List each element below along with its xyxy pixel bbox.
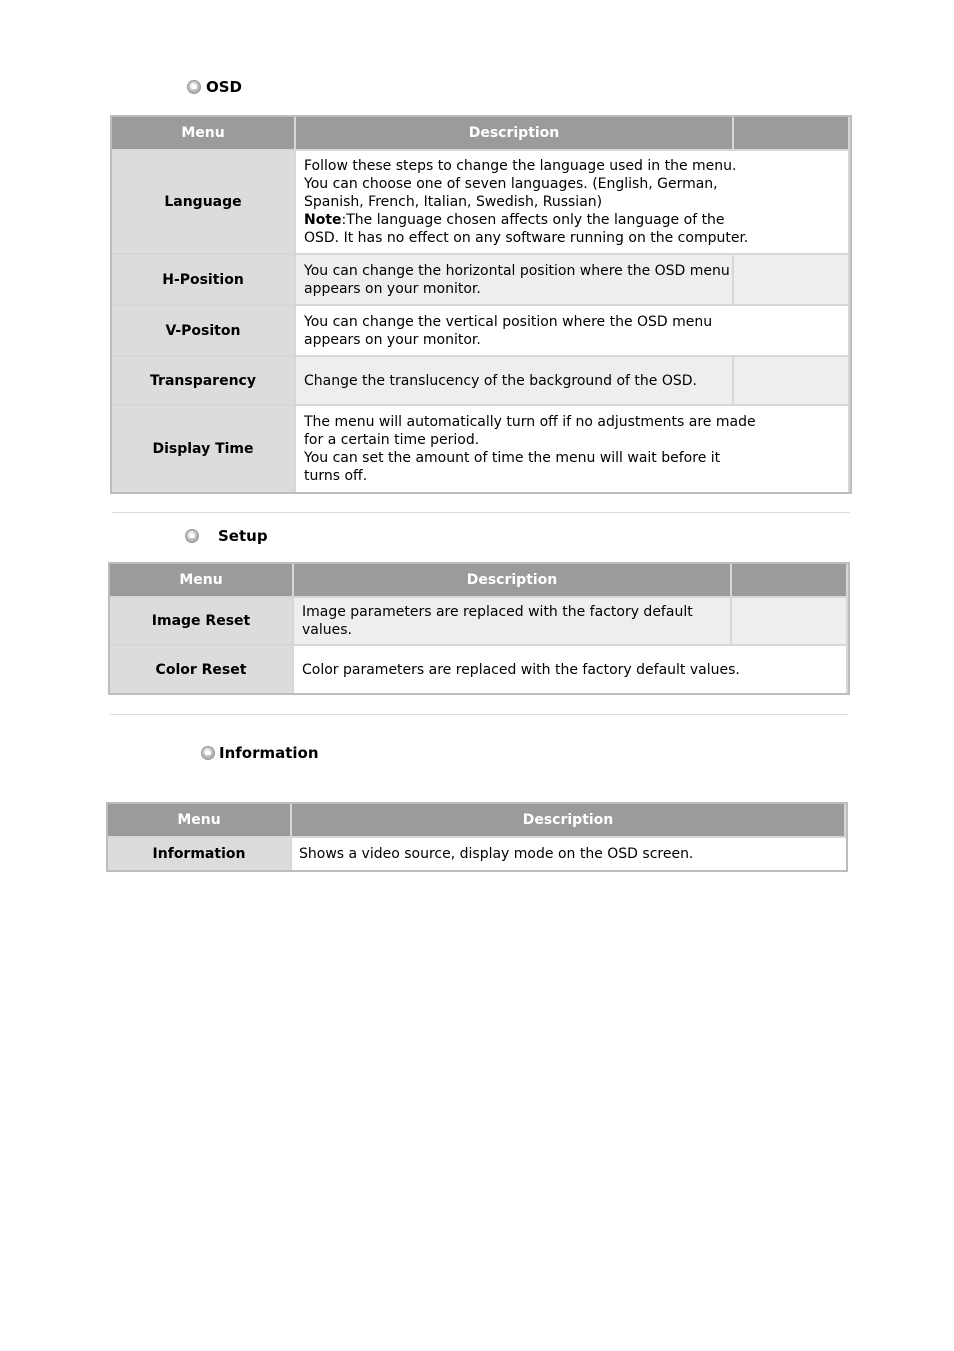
osd-table	[110, 115, 852, 494]
description-line: for a certain time period.	[304, 432, 480, 448]
table-row	[110, 646, 848, 693]
extra-column-header	[734, 117, 848, 149]
table-row	[112, 357, 850, 404]
information-table	[106, 802, 848, 872]
menu-cell: Display Time	[112, 406, 294, 492]
note-text: :The language chosen affects only the language of the	[341, 212, 725, 228]
description-line: Spanish, French, Italian, Swedish, Russian)	[304, 194, 603, 210]
description-cell	[296, 306, 848, 355]
information-section-title	[201, 743, 319, 763]
description-cell: Image parameters are replaced with the factory default values.	[294, 598, 730, 644]
menu-cell: Transparency	[112, 357, 294, 404]
osd-table-header	[112, 117, 850, 149]
bullet-icon	[187, 80, 201, 94]
description-cell	[296, 151, 848, 253]
osd-title: OSD	[206, 78, 243, 96]
extra-column-header	[732, 564, 846, 596]
description-line: You can change the vertical position where the OSD menu	[304, 313, 713, 330]
menu-cell: V-Positon	[112, 306, 294, 355]
table-row	[112, 255, 850, 304]
table-row	[112, 306, 850, 355]
description-line: You can set the amount of time the menu will wait before it	[304, 450, 721, 466]
table-row	[108, 838, 846, 870]
description-column-header: Description	[292, 804, 844, 836]
menu-cell: Language	[112, 151, 294, 253]
table-row	[110, 598, 848, 644]
description-line: Follow these steps to change the language used in the menu.	[304, 158, 737, 174]
menu-cell: Image Reset	[110, 598, 292, 644]
note-label: Note	[304, 212, 342, 228]
description-column-header: Description	[294, 564, 730, 596]
description-cell	[296, 255, 732, 304]
table-row	[112, 151, 850, 253]
setup-title: Setup	[218, 527, 268, 545]
information-table-header	[108, 804, 846, 836]
setup-section-title	[185, 526, 268, 546]
description-cell	[296, 406, 848, 492]
description-cell: Change the translucency of the background of the OSD.	[296, 357, 732, 404]
setup-table	[108, 562, 850, 695]
description-line: turns off.	[304, 468, 368, 484]
menu-cell: Color Reset	[110, 646, 292, 693]
description-line: The menu will automatically turn off if no adjustments are made	[304, 414, 756, 430]
note-line	[304, 211, 725, 229]
extra-cell	[732, 598, 846, 644]
information-title: Information	[219, 744, 319, 762]
description-line: You can change the horizontal position where the OSD menu	[304, 262, 730, 279]
extra-cell	[734, 357, 848, 404]
menu-column-header: Menu	[108, 804, 290, 836]
description-cell: Color parameters are replaced with the factory default values.	[294, 646, 846, 693]
section-divider	[112, 512, 850, 513]
bullet-icon	[185, 529, 199, 543]
description-line: You can choose one of seven languages. (English, German,	[304, 176, 718, 192]
description-line: OSD. It has no effect on any software running on the computer.	[304, 230, 749, 246]
osd-section-title	[187, 77, 242, 97]
menu-cell: Information	[108, 838, 290, 870]
bullet-icon	[201, 746, 215, 760]
menu-cell: H-Position	[112, 255, 294, 304]
table-row	[112, 406, 850, 492]
description-column-header: Description	[296, 117, 732, 149]
menu-column-header: Menu	[110, 564, 292, 596]
menu-column-header: Menu	[112, 117, 294, 149]
description-line: appears on your monitor.	[304, 280, 481, 297]
description-cell: Shows a video source, display mode on the OSD screen.	[292, 838, 846, 870]
extra-cell	[734, 255, 848, 304]
description-line: appears on your monitor.	[304, 331, 481, 348]
setup-table-header	[110, 564, 848, 596]
section-divider	[110, 714, 848, 715]
